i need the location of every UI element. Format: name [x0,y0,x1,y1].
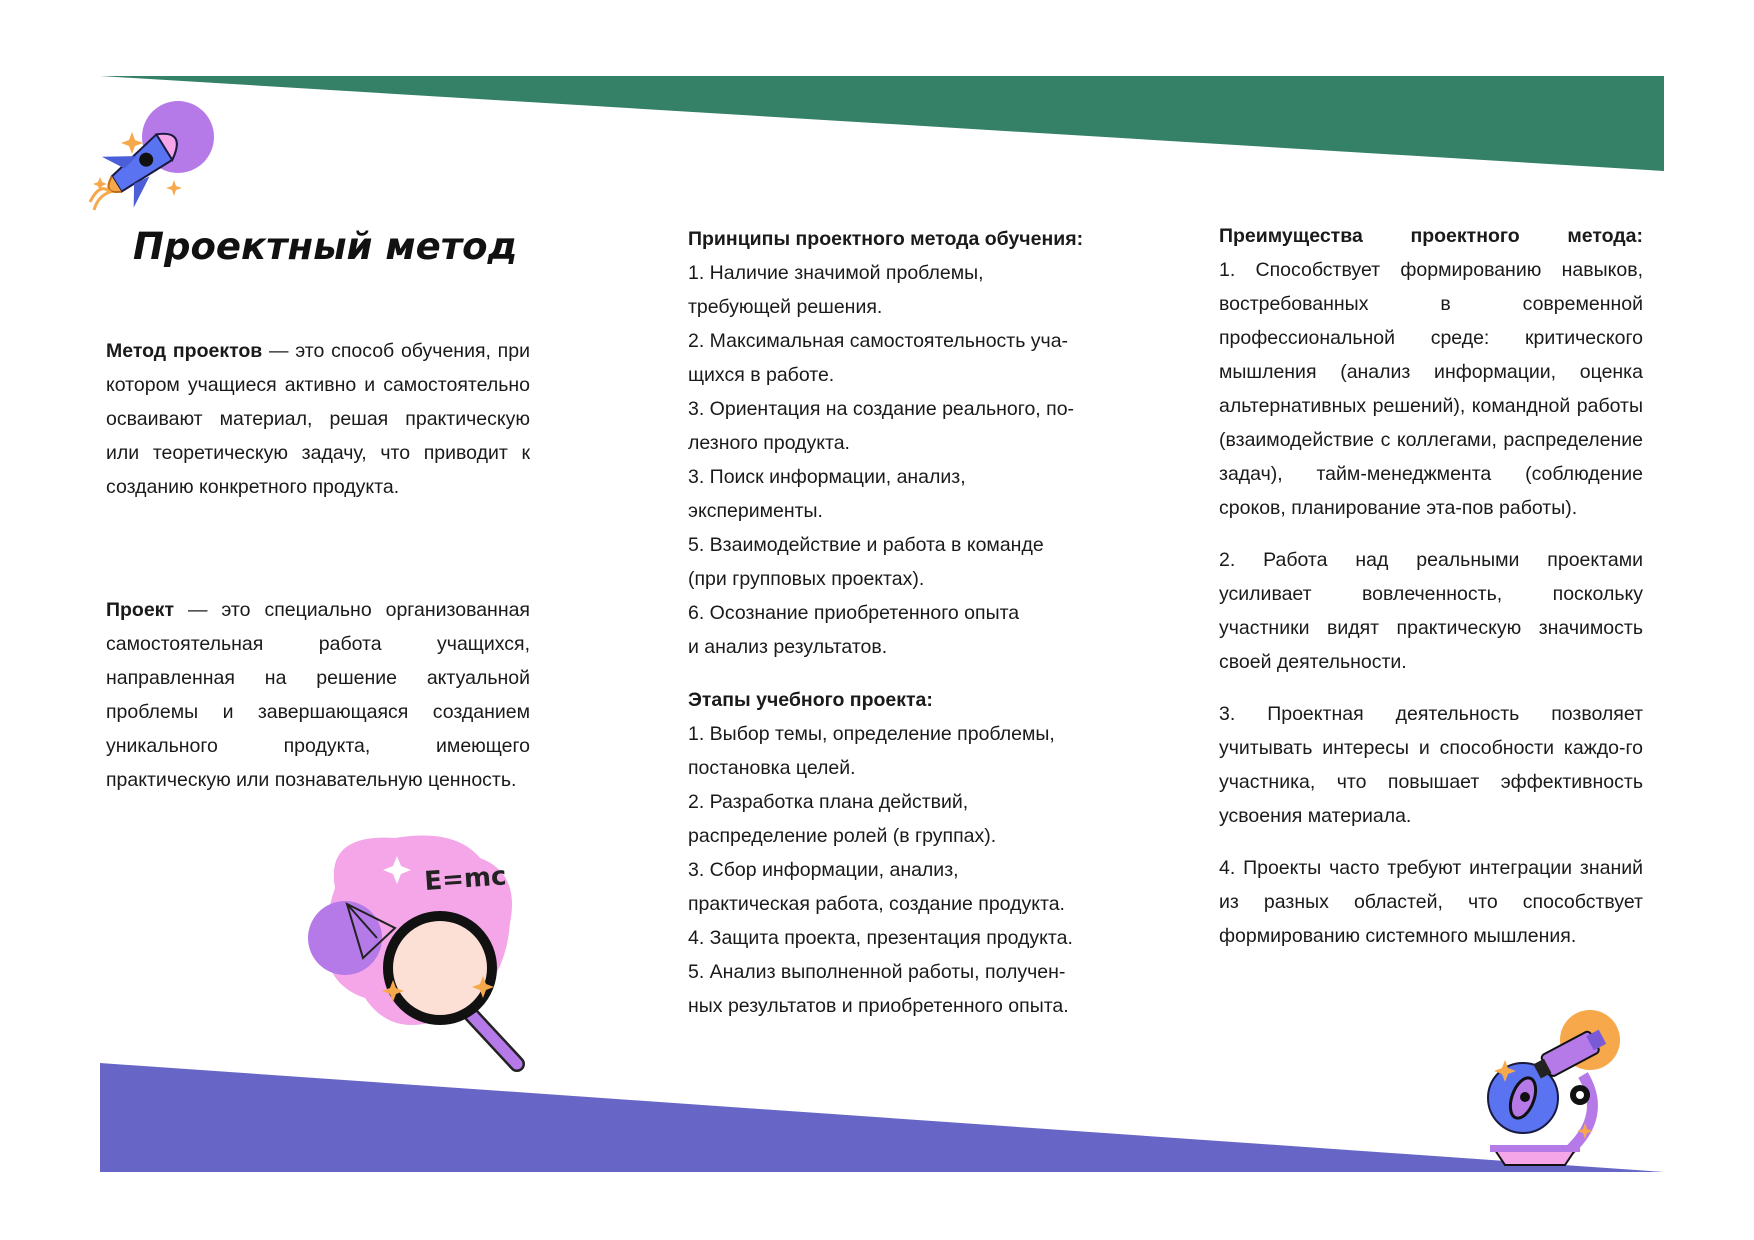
list-item: ных результатов и приобретенного опыта. [688,995,1069,1017]
list-item: практическая работа, создание продукта. [688,893,1065,915]
heading-word: проектного [1410,225,1520,247]
formula-text: E=mc [423,861,508,897]
list-item: 4. Защита проекта, презентация продукта. [688,927,1073,949]
principles-section [688,222,1108,664]
advantage-item: 4. Проекты часто требуют интеграции знаний из разных областей, что способствует формированию системного мышления. [1219,857,1643,947]
list-item: распределение ролей (в группах). [688,825,997,847]
page-title: Проектный метод [133,225,518,268]
method-definition-text: — это способ обучения, при котором учащиеся активно и самостоятельно осваивают материал, решая практическую или теоретическую задачу, что приводит к созданию конкретного продукта. [106,340,530,498]
list-item: и анализ результатов. [688,636,888,658]
list-item: 1. Выбор темы, определение проблемы, [688,723,1055,745]
microscope-illustration [1475,1005,1625,1175]
list-item: эксперименты. [688,500,823,522]
list-item: 1. Наличие значимой проблемы, [688,262,984,284]
list-item: требующей решения. [688,296,883,318]
list-item: 3. Сбор информации, анализ, [688,859,959,881]
project-term: Проект [106,599,174,621]
advantage-item: 3. Проектная деятельность позволяет учитывать интересы и способности каждо-го участника, что повышает эффективность усвоения материала. [1219,703,1643,827]
advantage-item: 2. Работа над реальными проектами усиливает вовлеченность, поскольку участники видят практическую значимость своей деятельности. [1219,549,1643,673]
heading-word: Преимущества [1219,225,1363,247]
list-item: 6. Осознание приобретенного опыта [688,602,1020,624]
list-item: 5. Взаимодействие и работа в команде [688,534,1044,556]
list-item: 3. Ориентация на создание реального, по- [688,398,1075,420]
magnifier-illustration [305,828,535,1078]
list-item: щихся в работе. [688,364,835,386]
method-term: Метод проектов [106,340,263,362]
list-item: постановка целей. [688,757,856,779]
bottom-purple-band [100,1063,1664,1172]
rocket-illustration [70,92,220,217]
list-item: 5. Анализ выполненной работы, получен- [688,961,1066,983]
advantage-item: 1. Способствует формированию навыков, востребованных в современной профессиональной среде: критического мышления (анализ информации, оценка альтернативных решений), командной работы (взаимодействие с коллегами, распределение задач), тайм-менеджмента (соблюдение сроков, планирование эта-пов работы). [1219,259,1643,519]
list-item: 2. Разработка плана действий, [688,791,969,813]
principles-heading: Принципы проектного метода обучения: [688,228,1084,250]
stages-heading: Этапы учебного проекта: [688,689,933,711]
list-item: 3. Поиск информации, анализ, [688,466,966,488]
heading-word: метода: [1567,225,1643,247]
advantages-section [1219,219,1643,953]
advantages-heading [1219,219,1643,253]
project-definition-text: — это специально организованная самостоятельная работа учащихся, направленная на решение актуальной проблемы и завершающаяся созданием уникального продукта, имеющего практическую или познавательную ценность. [106,599,530,791]
project-definition [106,593,530,797]
list-item: (при групповых проектах). [688,568,925,590]
top-green-band [100,76,1664,171]
method-definition [106,334,530,504]
stages-section [688,683,1108,1023]
list-item: 2. Максимальная самостоятельность уча- [688,330,1069,352]
list-item: лезного продукта. [688,432,850,454]
